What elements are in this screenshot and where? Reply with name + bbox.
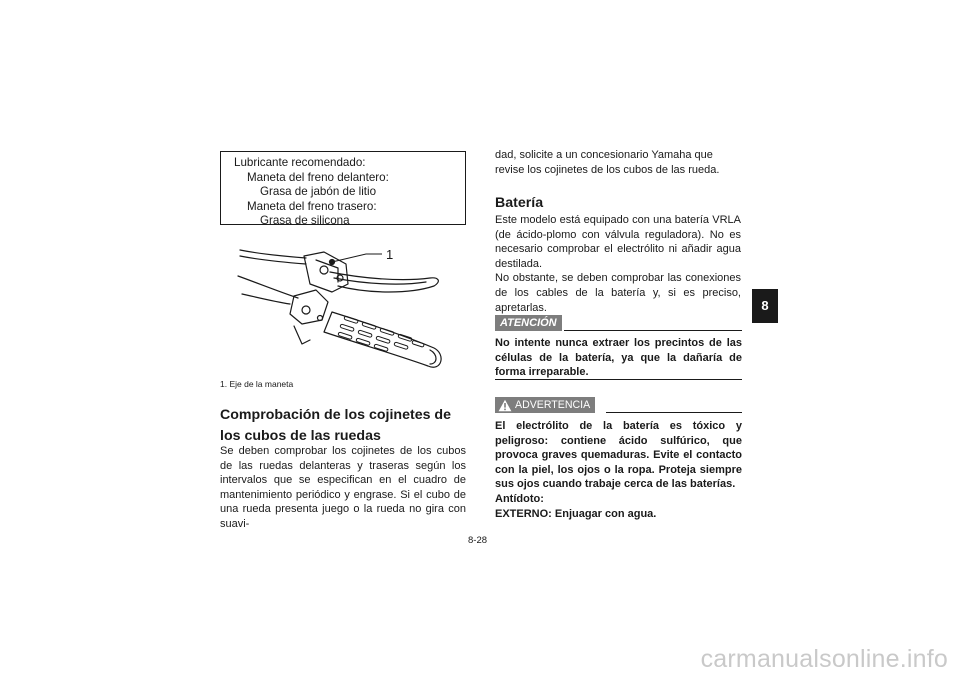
notice-label: ATENCIÓN (495, 315, 562, 331)
warning-text (495, 419, 742, 521)
figure-caption: 1. Eje de la maneta (220, 379, 294, 389)
brake-lever-illustration (220, 234, 466, 374)
notice-text: No intente nunca extraer los precintos de las células de la batería, ya que la dañaría de forma irreparable. (495, 337, 742, 379)
rear-brake-value: Grasa de silicona (260, 214, 350, 228)
antidote-text: EXTERNO: Enjuagar con agua. (495, 507, 657, 520)
notice-bottom-rule (495, 379, 742, 380)
lubricant-box (220, 151, 466, 228)
hub-bearings-text: Se deben comprobar los cojinetes de los cubos de las ruedas delanteras y traseras según los intervalos que se especifican en el cuadro de mantenimiento periódico y engrase. Si el cubo de una rueda presenta juego o la rueda no gira con suavi- (220, 445, 466, 530)
notice-header (495, 315, 742, 333)
antidote-label: Antídoto: (495, 492, 544, 505)
notice-header-rule (564, 330, 742, 331)
callout-number: 1 (386, 247, 394, 262)
lubricant-title: Lubricante recomendado: (234, 156, 366, 169)
battery-text (495, 213, 741, 315)
battery-paragraph-1: Este modelo está equipado con una batería VRLA (de ácido-plomo con válvula reguladora). No es necesario comprobar el electrólito ni añadir agua destilada. (495, 214, 741, 270)
front-brake-value: Grasa de jabón de litio (260, 185, 377, 199)
section-title-hub-bearings: Comprobación de los cojinetes de los cubos de las ruedas (220, 407, 451, 444)
warning-body: El electrólito de la batería es tóxico y peligroso: contiene ácido sulfúrico, que provoca graves quemaduras. Evite el contacto con la piel, los ojos o la ropa. Proteja siempre sus ojos cuando trabaje cerca de las baterías. (495, 420, 742, 491)
page-number: 8-28 (468, 535, 488, 546)
continued-text: dad, solicite a un concesionario Yamaha que revise los cojinetes de los cubos de las rueda. (495, 149, 720, 176)
rear-brake-label: Maneta del freno trasero: (247, 199, 377, 213)
warning-header-rule (606, 412, 742, 413)
watermark: carmanualsonline.info (700, 645, 948, 673)
handlebar-lever-drawing (220, 234, 466, 374)
warning-triangle-icon (498, 399, 512, 412)
battery-paragraph-2: No obstante, se deben comprobar las conexiones de los cables de la batería y, si es preciso, apretarlas. (495, 272, 741, 314)
warning-label-box (495, 397, 595, 413)
warning-header (495, 397, 742, 415)
section-title-battery: Batería (495, 195, 544, 211)
front-brake-label: Maneta del freno delantero: (247, 170, 389, 184)
warning-label: ADVERTENCIA (515, 399, 591, 411)
chapter-tab: 8 (752, 289, 778, 323)
